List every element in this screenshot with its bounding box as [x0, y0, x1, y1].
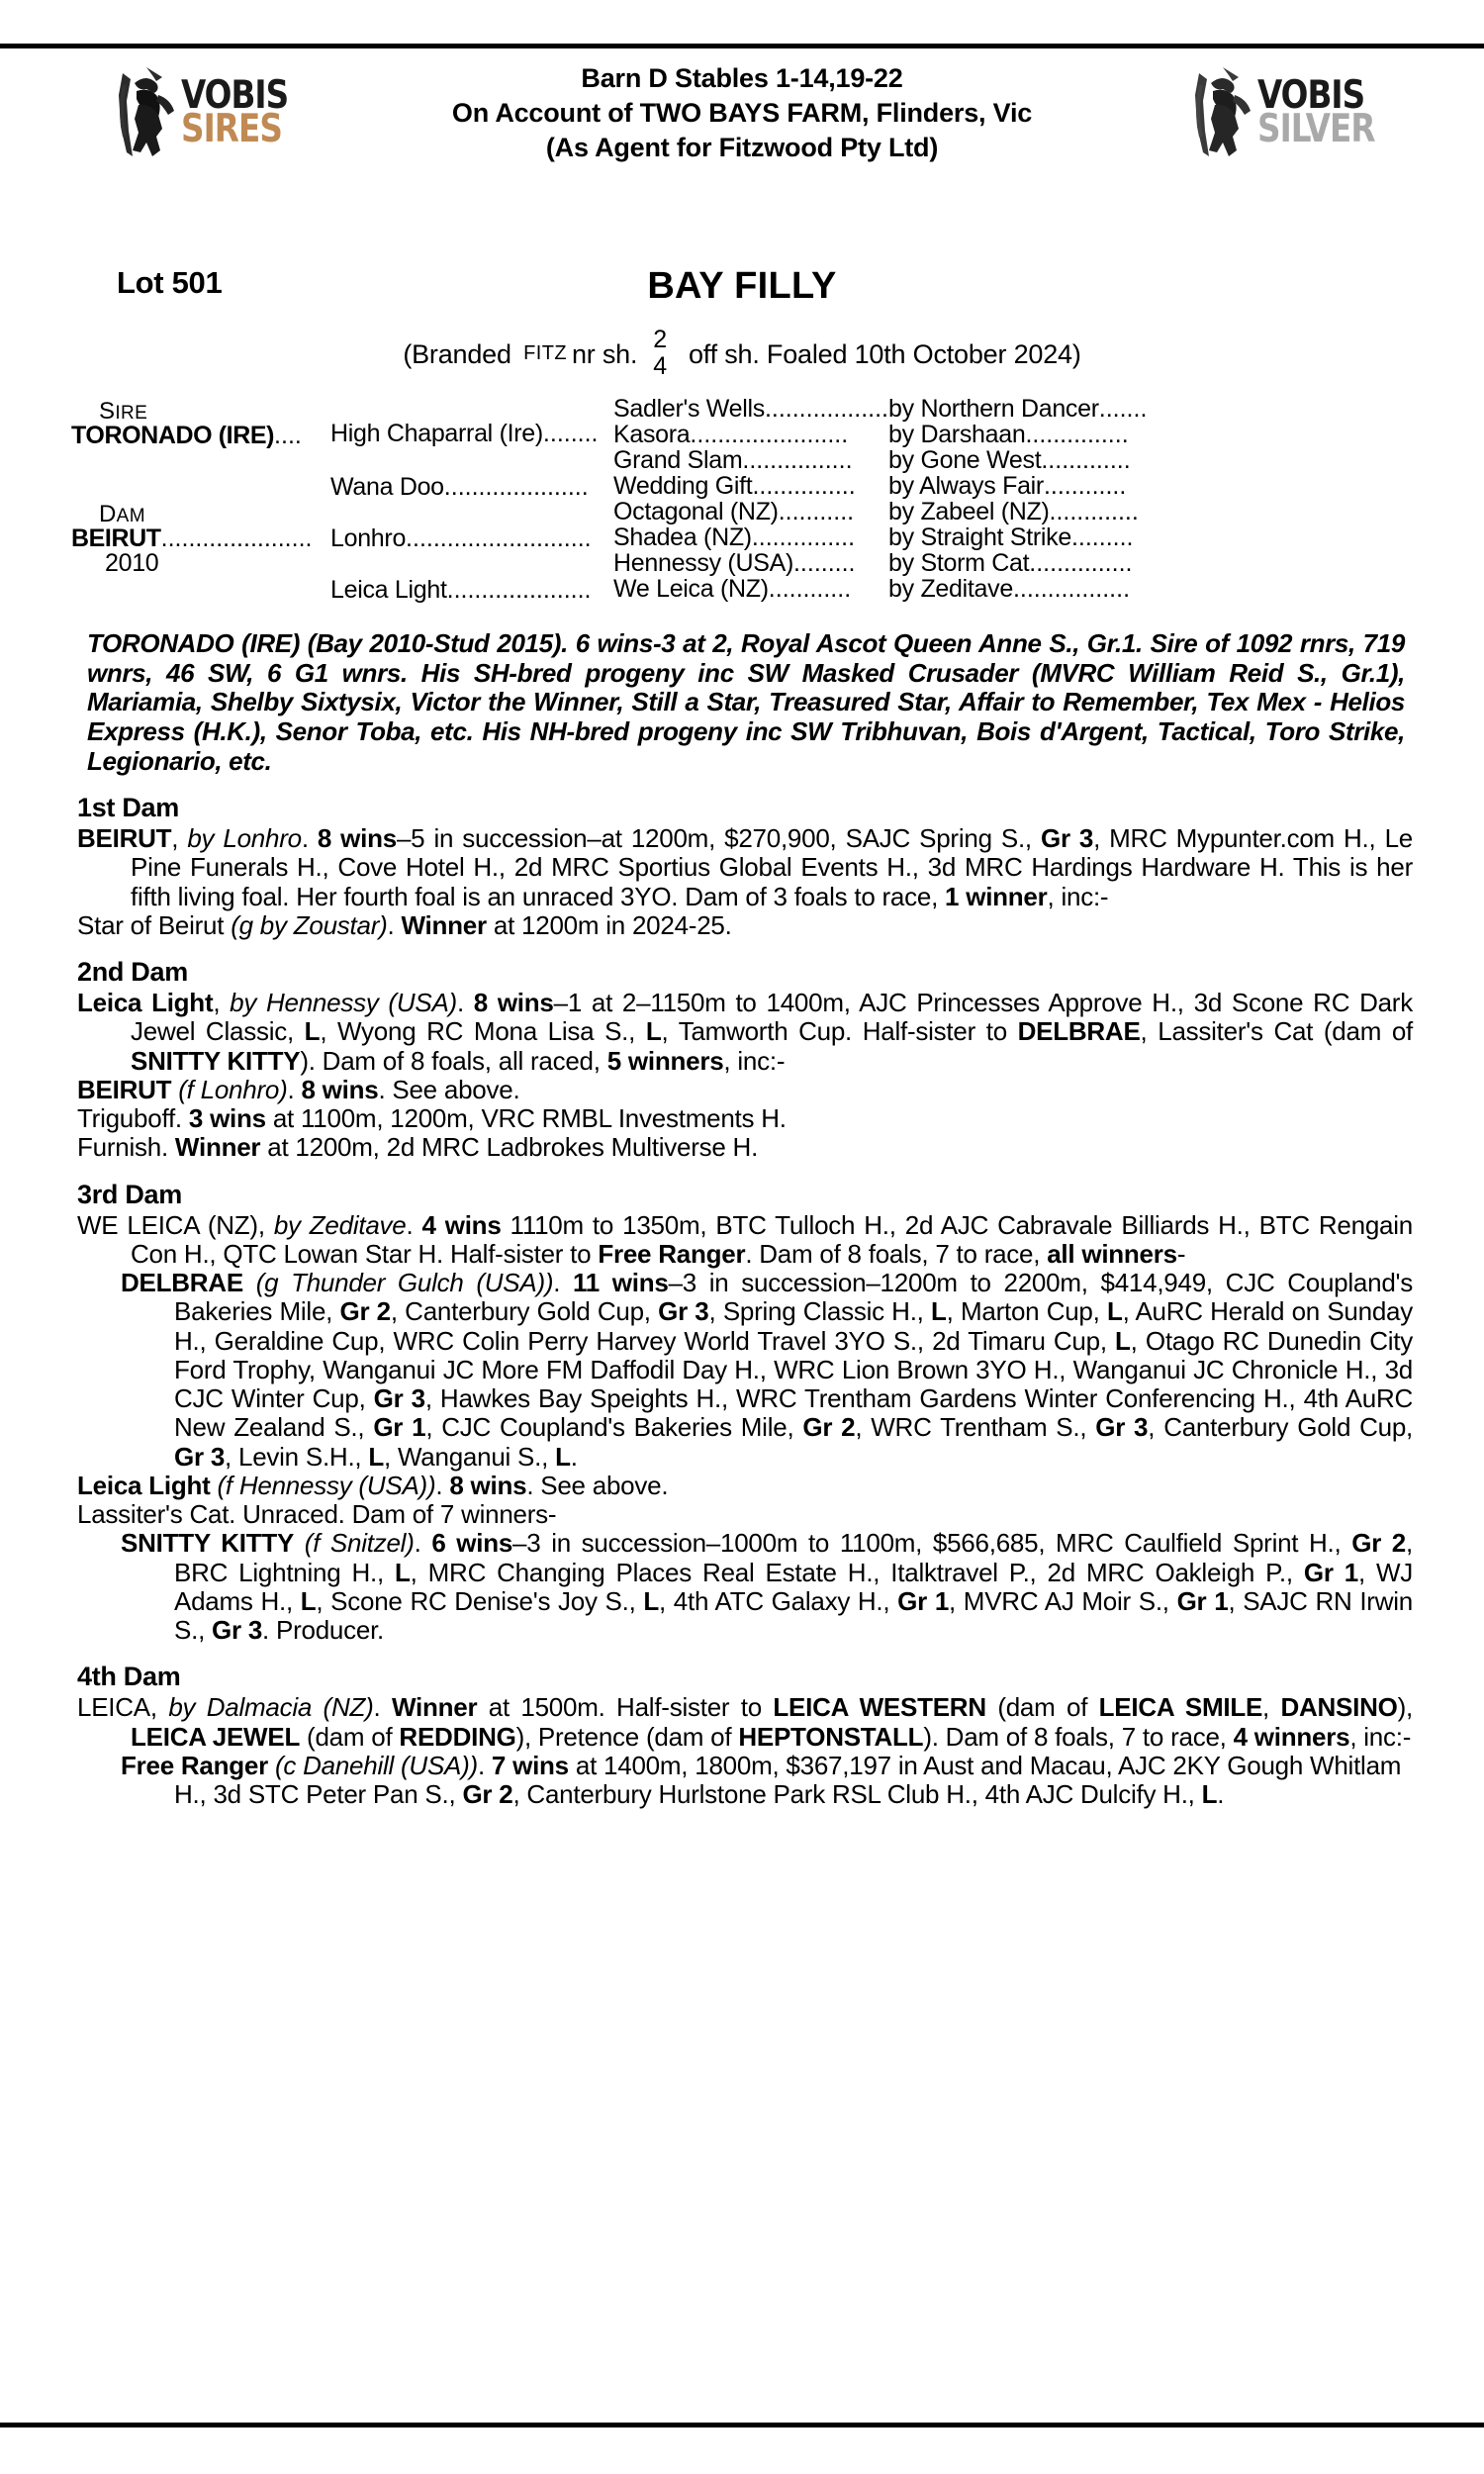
- third-dam-progeny-delbrae: DELBRAE (g Thunder Gulch (USA)). 11 wins–3 in succession–1200m to 2200m, $414,949, CJC Coupland's Bakeries Mile, Gr 2, Canterbury Gold Cup, Gr 3, Spring Classic H., L, Marton Cup, L, AuRC Herald on Sunday H., Geraldine Cup, WRC Colin Perry Harvey World Travel 3YO S., 2d Timaru Cup, L, Otago RC Dunedin City Ford Trophy, Wanganui JC More FM Daffodil Day H., WRC Lion Brown 3YO H., Wanganui JC Chronicle H., 3d CJC Winter Cup, Gr 3, Hawkes Bay Speights H., WRC Trentham Gardens Winter Conferencing H., 4th AuRC New Zealand S., Gr 1, CJC Coupland's Bakeries Mile, Gr 2, WRC Trentham S., Gr 3, Canterbury Gold Cup, Gr 3, Levin S.H., L, Wanganui S., L.: [121, 1268, 1414, 1472]
- relative-free-ranger: Free Ranger: [598, 1238, 746, 1269]
- third-dam-text-a: 1110m to 1350m, BTC Tulloch H., 2d AJC Cabravale Billiards H., BTC Rengain Con H., QTC Lowan Star H. Half-sister to: [131, 1209, 1414, 1269]
- pedigree-gen4-name: by Zeditave: [888, 574, 1013, 603]
- progeny-rest: . See above.: [378, 1074, 520, 1104]
- branded-prefix: (Branded: [403, 338, 511, 369]
- pedigree-gen4-row: [888, 447, 1413, 473]
- black-type-grade: Gr 1: [373, 1412, 426, 1443]
- relative-dansino: DANSINO: [1280, 1692, 1398, 1723]
- pedigree-gen4-name: by Storm Cat: [888, 548, 1030, 577]
- relative-leica-smile: LEICA SMILE: [1098, 1692, 1263, 1723]
- second-dam-progeny: BEIRUT (f Lonhro). 8 wins. See above.: [77, 1074, 520, 1104]
- progeny-rest: at 1100m, 1200m, VRC RMBL Investments H.: [265, 1103, 787, 1134]
- sire-name: TORONADO (IRE): [71, 422, 275, 449]
- black-type-grade: L: [931, 1296, 947, 1327]
- pedigree-gen4-row: [888, 524, 1413, 550]
- black-type-grade: Gr 1: [897, 1585, 950, 1616]
- first-dam-wins: 8 wins: [317, 823, 397, 854]
- barn-line-1: Barn D Stables 1-14,19-22: [581, 63, 903, 93]
- first-dam-by: by Lonhro: [187, 823, 302, 854]
- fourth-dam-text-b: (dam of: [985, 1692, 1099, 1723]
- black-type-grade: Gr 3: [658, 1296, 709, 1327]
- first-dam-main: BEIRUT, by Lonhro. 8 wins–5 in succession–at 1200m, $270,900, SAJC Spring S., Gr 3, MRC Mypunter.com H., Le Pine Funerals H., Cove Hotel H., 2d MRC Sportius Global Events H., 3d MRC Hardings Hardware H. This is her fifth living foal. Her fourth foal is an unraced 3YO. Dam of 3 foals to race, 1 winner, inc:-: [77, 823, 1413, 911]
- logo-word-top: VOBIS: [1257, 73, 1365, 119]
- fourth-dam-progeny-free-ranger: Free Ranger (c Danehill (USA)). 7 wins at 1400m, 1800m, $367,197 in Aust and Macau, AJC 2KY Gough Whitlam H., 3d STC Peter Pan S., Gr 2, Canterbury Hurlstone Park RSL Club H., 4th AJC Dulcify H., L.: [121, 1750, 1402, 1810]
- pedigree-gen2-row: [330, 396, 613, 461]
- progeny-text: at 1400m, 1800m, $367,197 in Aust and Macau, AJC 2KY Gough Whitlam H., 3d STC Peter Pan S., Gr 2, Canterbury Hurlstone Park RSL Club H., 4th AJC Dulcify H., L.: [174, 1750, 1402, 1810]
- black-type-grade: Gr 3: [212, 1615, 263, 1646]
- pedigree-gen4-dots: .........: [1070, 523, 1134, 551]
- pedigree-gen3-row: [613, 447, 888, 473]
- first-dam-text-c: , inc:-: [1047, 881, 1109, 911]
- progeny-name: SNITTY KITTY: [121, 1528, 295, 1559]
- progeny-paren: (f Snitzel): [304, 1528, 415, 1559]
- pedigree-gen4-dots: .............: [1041, 445, 1131, 474]
- page-header: [71, 0, 1413, 255]
- progeny-bold: Winner: [401, 909, 487, 940]
- black-type-grade: L: [555, 1441, 571, 1472]
- pedigree-gen4-dots: ...............: [1029, 548, 1133, 577]
- pedigree-gen4-name: by Gone West: [888, 445, 1042, 474]
- pedigree-gen4-dots: .............: [1049, 497, 1139, 525]
- fourth-dam-by: by Dalmacia (NZ): [168, 1692, 374, 1723]
- second-dam-main: Leica Light, by Hennessy (USA). 8 wins–1 at 2–1150m to 1400m, AJC Princesses Approve H., 3d Scone RC Dark Jewel Classic, L, Wyong RC Mona Lisa S., L, Tamworth Cup. Half-sister to DELBRAE, Lassiter's Cat (dam of SNITTY KITTY). Dam of 8 foals, all raced, 5 winners, inc:-: [77, 988, 1414, 1076]
- progeny-rest: at 1200m in 2024-25.: [486, 909, 732, 940]
- black-type-grade: Gr 2: [339, 1296, 391, 1327]
- progeny-wins: 6 wins: [431, 1528, 513, 1559]
- pedigree-col-gen2: [330, 392, 613, 616]
- pedigree-gen4-dots: .......: [1098, 394, 1148, 423]
- bottom-rule: [0, 2423, 1484, 2427]
- first-dam-heading: 1st Dam: [77, 793, 179, 823]
- sire-dots: ....: [274, 422, 302, 449]
- pedigree-gen4-row: [888, 576, 1413, 602]
- third-dam-text-b: . Dam of 8 foals, 7 to race,: [745, 1238, 1048, 1269]
- black-type-grade: Gr 2: [802, 1412, 856, 1443]
- progeny-name: Triguboff.: [77, 1103, 182, 1134]
- horse-rider-icon: [117, 65, 178, 160]
- progeny-paren: (c Danehill (USA)): [274, 1750, 478, 1780]
- pedigree-gen2-name: Wana Doo: [330, 472, 444, 501]
- second-dam-progeny: [71, 1104, 1413, 1133]
- branded-mid: nr sh.: [571, 338, 638, 369]
- pedigree-col-gen4: [888, 392, 1413, 616]
- pedigree-gen3-dots: ...............: [752, 471, 856, 500]
- fourth-dam-winner: Winner: [391, 1692, 478, 1723]
- progeny-wins: 8 wins: [449, 1470, 527, 1500]
- horse-rider-icon: [1193, 65, 1254, 160]
- pedigree-gen3-name: Sadler's Wells: [613, 394, 765, 423]
- second-dam-by: by Hennessy (USA): [230, 988, 457, 1018]
- lot-number: Lot 501: [117, 265, 223, 300]
- third-dam-wins: 4 wins: [421, 1209, 502, 1240]
- fourth-dam-text-e: (dam of: [300, 1721, 400, 1752]
- pedigree-gen4-name: by Zabeel (NZ): [888, 497, 1050, 525]
- dam-label: DAM: [99, 501, 145, 527]
- first-dam-name: BEIRUT: [77, 823, 172, 854]
- relative-leica-jewel: LEICA JEWEL: [131, 1721, 301, 1752]
- progeny-paren: (g Thunder Gulch (USA)): [255, 1268, 554, 1298]
- pedigree-gen2-row: [330, 513, 613, 564]
- fourth-dam-name: LEICA: [77, 1692, 150, 1723]
- third-dam-by: by Zeditave: [273, 1209, 407, 1240]
- pedigree-gen3-name: Wedding Gift: [613, 471, 753, 500]
- first-dam-progeny: Star of Beirut (g by Zoustar). Winner at 1200m in 2024-25.: [77, 909, 732, 940]
- pedigree-gen3-row: [613, 499, 888, 524]
- fourth-dam-text-f: ), Pretence (dam of: [515, 1721, 739, 1752]
- progeny-name: BEIRUT: [77, 1074, 172, 1104]
- branded-suffix: off sh. Foaled 10th October 2024): [688, 338, 1081, 369]
- progeny-bold: 3 wins: [188, 1103, 266, 1134]
- pedigree-gen3-dots: ...........: [778, 497, 855, 525]
- second-dam-text-d: , Lassiter's Cat (dam of: [1140, 1016, 1414, 1047]
- pedigree-gen4-row: [888, 473, 1413, 499]
- black-type-grade: Gr 3: [1095, 1412, 1149, 1443]
- pedigree-gen3-row: [613, 524, 888, 550]
- pedigree-gen3-row: [613, 422, 888, 447]
- second-dam-text-e: ). Dam of 8 foals, all raced,: [300, 1045, 607, 1076]
- brand-mark: FITZ: [523, 341, 567, 364]
- relative-snitty-kitty: SNITTY KITTY: [131, 1045, 301, 1076]
- fourth-dam-text-a: at 1500m. Half-sister to: [477, 1692, 774, 1723]
- pedigree-gen3-name: Grand Slam: [613, 445, 743, 474]
- brand-fraction: [653, 328, 667, 379]
- third-dam-text-c: -: [1176, 1238, 1186, 1269]
- pedigree-gen3-name: Octagonal (NZ): [613, 497, 779, 525]
- pedigree-gen2-row: [330, 461, 613, 513]
- dam-entry: [71, 526, 312, 551]
- first-dam-text-b: , MRC Mypunter.com H., Le Pine Funerals H., Cove Hotel H., 2d MRC Sportius Global Events H., 3d MRC Hardings Hardware H. This is her fifth living foal. Her fourth foal is an unraced 3YO. Dam of 3 foals to race,: [131, 823, 1413, 911]
- fourth-dam-main: LEICA, by Dalmacia (NZ). Winner at 1500m. Half-sister to LEICA WESTERN (dam of LEICA SMILE, DANSINO), LEICA JEWEL (dam of REDDING), Pretence (dam of HEPTONSTALL). Dam of 8 foals, 7 to race, 4 winners, inc:-: [77, 1692, 1414, 1752]
- black-type-grade: L: [1115, 1325, 1131, 1356]
- logo-word-bottom: SIRES: [181, 107, 282, 151]
- black-type-grade: L: [300, 1585, 317, 1616]
- pedigree-gen4-name: by Darshaan: [888, 420, 1026, 448]
- pedigree-gen4-row: [888, 499, 1413, 524]
- pedigree-gen3-name: Shadea (NZ): [613, 523, 752, 551]
- fourth-dam-text-g: ). Dam of 8 foals, 7 to race,: [923, 1721, 1234, 1752]
- vobis-sires-logo: [117, 61, 291, 164]
- third-dam-progeny-lassiters: Lassiter's Cat. Unraced. Dam of 7 winners-: [77, 1499, 557, 1530]
- dam-dots: ......................: [160, 524, 313, 552]
- black-type-grade: L: [1106, 1296, 1123, 1327]
- pedigree-gen2-dots: .....................: [443, 472, 589, 501]
- second-dam-heading: 2nd Dam: [77, 957, 188, 988]
- sire-note: TORONADO (IRE) (Bay 2010-Stud 2015). 6 wins-3 at 2, Royal Ascot Queen Anne S., Gr.1. Sire of 1092 rnrs, 719 wnrs, 46 SW, 6 G1 wnrs. His SH-bred progeny inc SW Masked Crusader (MVRC William Reid S., Gr.1), Mariamia, Shelby Sixtysix, Victor the Winner, Still a Star, Treasured Star, Affair to Remember, Tex Mex - Helios Express (H.K.), Senor Toba, etc. His NH-bred progeny inc SW Tribhuvan, Bois d'Argent, Tactical, Toro Strike, Legionario, etc.: [87, 628, 1405, 776]
- pedigree-gen2-dots: .....................: [446, 575, 592, 604]
- progeny-name: Leica Light: [77, 1470, 211, 1500]
- pedigree-col-parents: [71, 392, 330, 616]
- barn-line-2: On Account of TWO BAYS FARM, Flinders, Vic: [451, 98, 1033, 129]
- black-type-grade: Gr 3: [174, 1441, 226, 1472]
- progeny-name: Free Ranger: [121, 1750, 268, 1780]
- pedigree-gen3-row: [613, 576, 888, 602]
- black-type-grade: Gr 2: [462, 1779, 513, 1810]
- pedigree-gen3-row: [613, 473, 888, 499]
- progeny-text: –3 in succession–1200m to 2200m, $414,949, CJC Coupland's Bakeries Mile, Gr 2, Canterbury Gold Cup, Gr 3, Spring Classic H., L, Marton Cup, L, AuRC Herald on Sunday H., Geraldine Cup, WRC Colin Perry Harvey World Travel 3YO S., 2d Timaru Cup, L, Otago RC Dunedin City Ford Trophy, Wanganui JC More FM Daffodil Day H., WRC Lion Brown 3YO H., Wanganui JC Chronicle H., 3d CJC Winter Cup, Gr 3, Hawkes Bay Speights H., WRC Trentham Gardens Winter Conferencing H., 4th AuRC New Zealand S., Gr 1, CJC Coupland's Bakeries Mile, Gr 2, WRC Trentham S., Gr 3, Canterbury Gold Cup, Gr 3, Levin S.H., L, Wanganui S., L.: [174, 1268, 1414, 1472]
- progeny-text: . See above.: [526, 1470, 669, 1500]
- pedigree-gen3-dots: ...............: [751, 523, 856, 551]
- pedigree-gen3-dots: ............: [768, 574, 852, 603]
- relative-leica-western: LEICA WESTERN: [773, 1692, 986, 1723]
- second-dam-wins: 8 wins: [473, 988, 554, 1018]
- page-title: BAY FILLY: [647, 265, 837, 307]
- pedigree-gen3-name: We Leica (NZ): [613, 574, 769, 603]
- second-dam-winners: 5 winners: [606, 1045, 724, 1076]
- lot-title-row: [71, 265, 1413, 323]
- progeny-name: Star of Beirut: [77, 909, 225, 940]
- pedigree-gen4-name: by Northern Dancer: [888, 394, 1099, 423]
- black-type-grade: L: [395, 1557, 411, 1587]
- second-dam-text-f: , inc:-: [723, 1045, 786, 1076]
- pedigree-gen3-dots: .........: [792, 548, 856, 577]
- black-type-grade: L: [1201, 1779, 1218, 1810]
- pedigree-gen3-name: Hennessy (USA): [613, 548, 793, 577]
- fourth-dam-heading: 4th Dam: [77, 1662, 181, 1692]
- black-type-L: L: [304, 1016, 321, 1047]
- brand-fraction-denominator: 4: [653, 352, 667, 380]
- pedigree-gen3-row: [613, 550, 888, 576]
- pedigree-gen4-name: by Always Fair: [888, 471, 1044, 500]
- progeny-bold: Winner: [174, 1132, 261, 1163]
- third-dam-progeny-snitty: SNITTY KITTY (f Snitzel). 6 wins–3 in succession–1000m to 1100m, $566,685, MRC Caulfield Sprint H., Gr 2, BRC Lightning H., L, MRC Changing Places Real Estate H., Italktravel P., 2d MRC Oakleigh P., Gr 1, WJ Adams H., L, Scone RC Denise's Joy S., L, 4th ATC Galaxy H., Gr 1, MVRC AJ Moir S., Gr 1, SAJC RN Irwin S., Gr 3. Producer.: [121, 1528, 1413, 1646]
- dam-name: BEIRUT: [71, 524, 161, 552]
- pedigree-gen4-dots: .................: [1012, 574, 1131, 603]
- progeny-rest: at 1200m, 2d MRC Ladbrokes Multiverse H.: [260, 1132, 759, 1163]
- pedigree-gen3-dots: ................: [742, 445, 853, 474]
- pedigree-gen2-name: High Chaparral (Ire): [330, 419, 543, 447]
- logo-word-top: VOBIS: [181, 73, 289, 119]
- second-dam-text-a: –1 at 2–1150m to 1400m, AJC Princesses Approve H., 3d Scone RC Dark Jewel Classic,: [131, 988, 1413, 1047]
- second-dam-name: Leica Light: [77, 988, 214, 1018]
- pedigree-gen4-row: [888, 396, 1413, 422]
- black-type-grade: Gr 3: [373, 1383, 425, 1414]
- sire-label: SIRE: [99, 398, 148, 425]
- pedigree-gen4-name: by Straight Strike: [888, 523, 1071, 551]
- third-dam-progeny-leica-light: Leica Light (f Hennessy (USA)). 8 wins. See above.: [77, 1470, 669, 1500]
- barn-line-3: (As Agent for Fitzwood Pty Ltd): [545, 133, 939, 163]
- pedigree-table: [71, 392, 1413, 616]
- pedigree-gen3-row: [613, 396, 888, 422]
- pedigree-gen2-dots: ........: [542, 419, 599, 447]
- black-type-grade: L: [368, 1441, 385, 1472]
- pedigree-col-gen3: [613, 392, 888, 616]
- sire-block: [71, 400, 302, 448]
- third-dam-heading: 3rd Dam: [77, 1179, 182, 1209]
- progeny-bold: 8 wins: [301, 1074, 379, 1104]
- fourth-dam-text-d: ),: [1397, 1692, 1414, 1723]
- pedigree-gen4-row: [888, 550, 1413, 576]
- pedigree-gen4-row: [888, 422, 1413, 447]
- logo-word-bottom: SILVER: [1257, 107, 1375, 151]
- branding-line: [71, 327, 1413, 382]
- relative-delbrae: DELBRAE: [1017, 1016, 1141, 1047]
- relative-redding: REDDING: [399, 1721, 516, 1752]
- second-dam-progeny: [71, 1133, 1413, 1162]
- progeny-paren: (g by Zoustar): [231, 909, 388, 940]
- progeny-paren: (f Hennessy (USA)): [217, 1470, 436, 1500]
- fourth-dam-text-c: ,: [1262, 1692, 1281, 1723]
- pedigree-gen2-name: Lonhro: [330, 523, 407, 552]
- black-type-grade: Gr 2: [1351, 1528, 1406, 1559]
- black-type-grade: L: [643, 1585, 659, 1616]
- black-type-grade: Gr 1: [1303, 1557, 1358, 1587]
- pedigree-gen2-dots: ...........................: [406, 523, 592, 552]
- progeny-wins: 7 wins: [491, 1750, 569, 1780]
- pedigree-gen4-dots: ............: [1043, 471, 1127, 500]
- third-dam-allwinners: all winners: [1047, 1238, 1177, 1269]
- dam-block: [71, 503, 312, 576]
- third-dam-main: WE LEICA (NZ), by Zeditave. 4 wins 1110m to 1350m, BTC Tulloch H., 2d AJC Cabravale Billiards H., BTC Rengain Con H., QTC Lowan Star H. Half-sister to Free Ranger. Dam of 8 foals, 7 to race, all winners-: [77, 1209, 1414, 1269]
- black-type-grade: Gr 1: [1176, 1585, 1229, 1616]
- first-dam-winner-count: 1 winner: [945, 881, 1048, 911]
- pedigree-gen4-dots: ...............: [1025, 420, 1129, 448]
- pedigree-gen2-row: [330, 564, 613, 616]
- fourth-dam-text-h: , inc:-: [1349, 1721, 1412, 1752]
- first-dam-grade: Gr 3: [1040, 823, 1094, 854]
- progeny-text: –3 in succession–1000m to 1100m, $566,685, MRC Caulfield Sprint H., Gr 2, BRC Lightning H., L, MRC Changing Places Real Estate H., Italktravel P., 2d MRC Oakleigh P., Gr 1, WJ Adams H., L, Scone RC Denise's Joy S., L, 4th ATC Galaxy H., Gr 1, MVRC AJ Moir S., Gr 1, SAJC RN Irwin S., Gr 3. Producer.: [174, 1528, 1413, 1646]
- black-type-L: L: [645, 1016, 662, 1047]
- brand-fraction-numerator: 2: [653, 326, 667, 353]
- progeny-name: Furnish.: [77, 1132, 168, 1163]
- pedigree-gen3-dots: .......................: [690, 420, 849, 448]
- first-dam-text-a: –5 in succession–at 1200m, $270,900, SAJC Spring S.,: [396, 823, 1041, 854]
- fourth-dam-winners: 4 winners: [1233, 1721, 1350, 1752]
- second-dam-text-b: , Wyong RC Mona Lisa S.,: [320, 1016, 646, 1047]
- sire-entry: [71, 424, 302, 448]
- pedigree-gen2-name: Leica Light: [330, 575, 447, 604]
- progeny-name: DELBRAE: [121, 1268, 243, 1298]
- relative-heptonstall: HEPTONSTALL: [738, 1721, 924, 1752]
- dam-year: 2010: [105, 549, 159, 577]
- pedigree-gen3-name: Kasora: [613, 420, 691, 448]
- progeny-wins: 11 wins: [573, 1268, 669, 1298]
- third-dam-name: WE LEICA (NZ): [77, 1209, 258, 1240]
- pedigree-gen3-dots: ..................: [764, 394, 888, 423]
- progeny-paren: (f Lonhro): [178, 1074, 288, 1104]
- vobis-silver-logo: [1193, 61, 1375, 164]
- second-dam-text-c: , Tamworth Cup. Half-sister to: [661, 1016, 1018, 1047]
